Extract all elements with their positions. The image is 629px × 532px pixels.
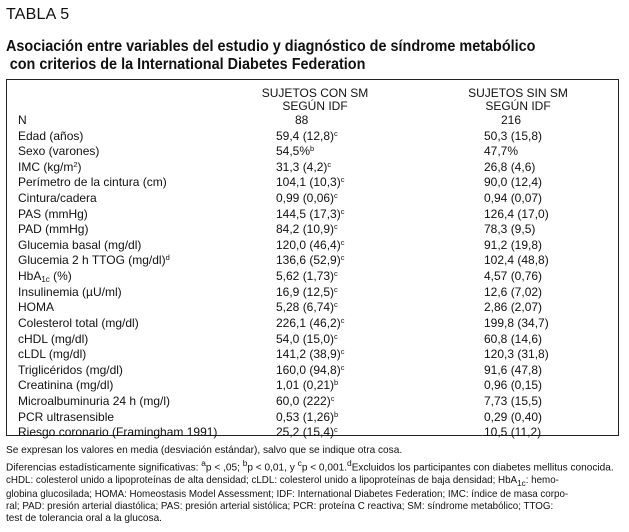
column-header-with-sm	[235, 87, 395, 113]
value-with-sm	[276, 285, 338, 301]
value-with-sm-text: 88	[295, 113, 309, 127]
footnote-line-5: ral; PAD: presión arterial diastólica; PAS: presión arterial sistólica; PCR: proteína C reactiva; SM: síndrome metabólico; TTOG:	[6, 501, 554, 513]
row-label-tail: )	[77, 159, 82, 174]
row-label-text: Edad (años)	[18, 128, 84, 143]
value-with-sm	[276, 269, 338, 285]
table-row	[18, 144, 618, 160]
row-label	[18, 410, 114, 426]
significance-mark: c	[334, 222, 338, 232]
row-label-text: IMC (kg/m	[18, 159, 74, 174]
value-without-sm: 0,96 (0,15)	[484, 378, 543, 393]
footnote-text: Excluidos los participantes con diabetes mellitus conocida.	[351, 462, 614, 474]
value-with-sm-text: 226,1 (46,2)	[276, 315, 341, 330]
row-label-text: Perímetro de la cintura (cm)	[18, 175, 167, 190]
value-without-sm: 91,6 (47,8)	[484, 362, 543, 377]
value-with-sm	[276, 160, 331, 176]
value-without-sm: 120,3 (31,8)	[484, 347, 549, 362]
footnote-mark: b	[242, 458, 248, 469]
value-with-sm	[276, 207, 344, 223]
value-with-sm	[276, 253, 344, 269]
value-with-sm-text: 25,2 (15,4)	[276, 425, 335, 440]
footnote-text: cHDL: colesterol unido a lipoproteínas de alta densidad; cLDL: colesterol unido a lipoproteínas de baja densidad; HbA	[6, 474, 518, 486]
value-without-sm: 0,94 (0,07)	[484, 191, 543, 206]
row-label-sup: d	[165, 253, 170, 263]
table-row	[18, 191, 618, 207]
significance-mark: c	[334, 191, 338, 201]
value-with-sm	[276, 394, 334, 410]
table-row	[18, 207, 618, 223]
value-with-sm	[276, 175, 344, 191]
value-with-sm-text: 141,2 (38,9)	[276, 347, 341, 362]
value-without-sm: 7,73 (15,5)	[484, 393, 543, 408]
footnote-mark: a	[201, 458, 206, 469]
row-label	[18, 207, 88, 223]
row-label-text: PCR ultrasensible	[18, 409, 115, 424]
column-header-with-sm-line2: SEGÚN IDF	[282, 99, 348, 113]
footnote-mark: c	[297, 458, 302, 469]
footnote-text: p < 0,01, y	[247, 462, 298, 474]
footnote-text: p < ,05;	[205, 462, 243, 474]
table-row	[18, 113, 618, 129]
significance-mark: c	[340, 315, 345, 325]
significance-mark: c	[340, 237, 345, 247]
value-with-sm-text: 144,5 (17,3)	[276, 206, 341, 221]
significance-mark: c	[340, 175, 345, 185]
value-with-sm-text: 16,9 (12,5)	[276, 284, 335, 299]
value-with-sm	[276, 222, 338, 238]
table-row	[18, 378, 618, 394]
row-label	[18, 191, 97, 207]
significance-mark: c	[334, 331, 338, 341]
value-without-sm: 216	[501, 113, 522, 127]
row-label	[18, 113, 27, 129]
row-label-text: PAS (mmHg)	[18, 206, 88, 221]
row-label-text: Glucemia 2 h TTOG (mg/dl)	[18, 253, 166, 268]
value-with-sm-text: 120,0 (46,4)	[276, 237, 341, 252]
significance-mark: c	[334, 128, 338, 138]
value-with-sm	[276, 378, 338, 394]
row-label	[18, 222, 88, 238]
table-row	[18, 394, 618, 410]
table-title	[6, 38, 573, 74]
value-with-sm	[276, 191, 338, 207]
table-row	[18, 363, 618, 379]
value-with-sm-text: 60,0 (222)	[276, 393, 331, 408]
value-with-sm-text: 31,3 (4,2)	[276, 159, 328, 174]
row-label	[18, 144, 99, 160]
value-without-sm: 50,3 (15,8)	[484, 128, 543, 143]
value-with-sm-text: 5,28 (6,74)	[276, 300, 335, 315]
value-with-sm-text: 54,5%	[276, 144, 311, 159]
value-with-sm	[276, 410, 338, 426]
title-line-2: con criterios de la International Diabetes Federation	[9, 56, 366, 73]
significance-mark: c	[327, 159, 332, 169]
footnote-text: p < 0,001.	[301, 462, 347, 474]
row-label-text: Microalbuminuria 24 h (mg/l)	[18, 393, 171, 408]
table-row	[18, 269, 618, 285]
table-row	[18, 129, 618, 145]
value-without-sm: 199,8 (34,7)	[484, 315, 549, 330]
value-with-sm	[276, 144, 314, 160]
table-row	[18, 425, 618, 441]
column-header-without-sm-line1: SUJETOS SIN SM	[468, 86, 568, 100]
row-label	[18, 378, 113, 394]
value-without-sm: 10,5 (11,2)	[484, 425, 542, 440]
row-label	[18, 347, 86, 363]
value-with-sm	[276, 129, 338, 145]
row-label-text: N	[18, 113, 27, 127]
row-label-text: cHDL (mg/dl)	[18, 331, 89, 346]
row-label-text: Triglicéridos (mg/dl)	[18, 362, 123, 377]
row-label-text: cLDL (mg/dl)	[18, 347, 87, 362]
row-label	[18, 285, 122, 301]
row-label-text: HbA	[18, 269, 42, 284]
table-body	[18, 113, 618, 441]
table-row	[18, 175, 618, 191]
table-row	[18, 238, 618, 254]
row-label-text: HOMA	[18, 300, 54, 315]
row-label-tail: (%)	[49, 269, 72, 284]
table-row	[18, 316, 618, 332]
significance-mark: c	[334, 284, 338, 294]
table-row	[18, 347, 618, 363]
footnote-line-6: test de tolerancia oral a la glucosa.	[6, 513, 162, 525]
row-label-text: Colesterol total (mg/dl)	[18, 315, 139, 330]
table-row	[18, 285, 618, 301]
row-label	[18, 363, 123, 379]
row-label-text: Riesgo coronario (Framingham 1991)	[18, 425, 218, 440]
row-label-text: Insulinemia (µU/ml)	[18, 284, 122, 299]
significance-mark: c	[340, 362, 345, 372]
value-with-sm-text: 0,53 (1,26)	[276, 409, 335, 424]
value-without-sm: 90,0 (12,4)	[484, 175, 543, 190]
title-line-1: Asociación entre variables del estudio y diagnóstico de síndrome metabólico	[6, 38, 536, 55]
row-label-sup: 2	[73, 159, 78, 169]
row-label	[18, 253, 170, 269]
row-label	[18, 238, 141, 254]
row-label-text: Creatinina (mg/dl)	[18, 378, 114, 393]
significance-mark: b	[334, 378, 339, 388]
footnote-line-1: Se expresan los valores en media (desviación estándar), salvo que se indique otra cosa.	[6, 445, 403, 456]
value-without-sm: 60,8 (14,6)	[484, 331, 543, 346]
value-without-sm: 26,8 (4,6)	[484, 159, 536, 174]
footnote-sub: 1c	[517, 477, 526, 488]
footnote-line-4: globina glucosilada; HOMA: Homeostasis Model Assessment; IDF: International Diabetes Federation; IMC: índice de masa corpo-	[6, 488, 569, 500]
value-with-sm-text: 0,99 (0,06)	[276, 191, 335, 206]
value-with-sm-text: 84,2 (10,9)	[276, 222, 335, 237]
value-without-sm: 102,4 (48,8)	[484, 253, 549, 268]
value-without-sm: 47,7%	[484, 144, 519, 159]
table-row	[18, 222, 618, 238]
significance-mark: c	[330, 393, 335, 403]
table-label: TABLA 5	[6, 6, 70, 23]
significance-mark: c	[334, 425, 338, 435]
significance-mark: c	[340, 347, 345, 357]
value-with-sm	[276, 300, 338, 316]
value-with-sm-text: 5,62 (1,73)	[276, 269, 335, 284]
value-with-sm	[276, 363, 344, 379]
row-label-sub: 1c	[41, 275, 50, 285]
row-label	[18, 316, 139, 332]
value-without-sm: 4,57 (0,76)	[484, 269, 543, 284]
footnote-line-3	[6, 475, 559, 489]
column-header-with-sm-line1: SUJETOS CON SM	[261, 86, 369, 100]
row-label-text: Sexo (varones)	[18, 144, 100, 159]
value-without-sm: 2,86 (2,07)	[484, 300, 543, 315]
row-label	[18, 300, 54, 316]
value-with-sm	[276, 238, 344, 254]
significance-mark: c	[340, 206, 345, 216]
row-label-text: Cintura/cadera	[18, 191, 97, 206]
footnote-line-2	[6, 457, 624, 475]
footnotes	[6, 445, 624, 526]
significance-mark: b	[334, 409, 339, 419]
value-with-sm	[276, 332, 338, 348]
table-row	[18, 160, 618, 176]
footnote-mark: d	[347, 458, 352, 469]
table-row	[18, 253, 618, 269]
significance-mark: c	[340, 253, 345, 263]
row-label	[18, 175, 167, 191]
significance-mark: c	[334, 269, 338, 279]
row-label	[18, 160, 82, 176]
value-with-sm-text: 160,0 (94,8)	[276, 362, 341, 377]
footnote-text: Diferencias estadísticamente significativas:	[6, 462, 202, 474]
value-without-sm: 78,3 (9,5)	[484, 222, 536, 237]
table-row	[18, 332, 618, 348]
value-with-sm	[276, 425, 338, 441]
row-label	[18, 269, 72, 285]
column-header-without-sm	[438, 87, 598, 113]
column-header-without-sm-line2: SEGÚN IDF	[485, 99, 551, 113]
significance-mark: c	[334, 300, 338, 310]
value-with-sm-text: 136,6 (52,9)	[276, 253, 341, 268]
row-label	[18, 394, 170, 410]
row-label	[18, 129, 83, 145]
value-without-sm: 12,6 (7,02)	[484, 284, 543, 299]
value-with-sm	[295, 113, 308, 129]
value-with-sm	[276, 347, 344, 363]
significance-mark: b	[310, 144, 315, 154]
row-label	[18, 425, 217, 441]
value-without-sm: 126,4 (17,0)	[484, 206, 549, 221]
row-label-text: PAD (mmHg)	[18, 222, 89, 237]
value-with-sm-text: 104,1 (10,3)	[276, 175, 341, 190]
row-label	[18, 332, 88, 348]
row-label-text: Glucemia basal (mg/dl)	[18, 237, 142, 252]
value-with-sm-text: 54,0 (15,0)	[276, 331, 335, 346]
value-without-sm: 0,29 (0,40)	[484, 409, 543, 424]
value-with-sm	[276, 316, 344, 332]
value-with-sm-text: 1,01 (0,21)	[276, 378, 335, 393]
footnote-text: : hemo-	[525, 474, 559, 486]
table-row	[18, 300, 618, 316]
value-with-sm-text: 59,4 (12,8)	[276, 128, 335, 143]
value-without-sm: 91,2 (19,8)	[484, 237, 543, 252]
table-row	[18, 410, 618, 426]
